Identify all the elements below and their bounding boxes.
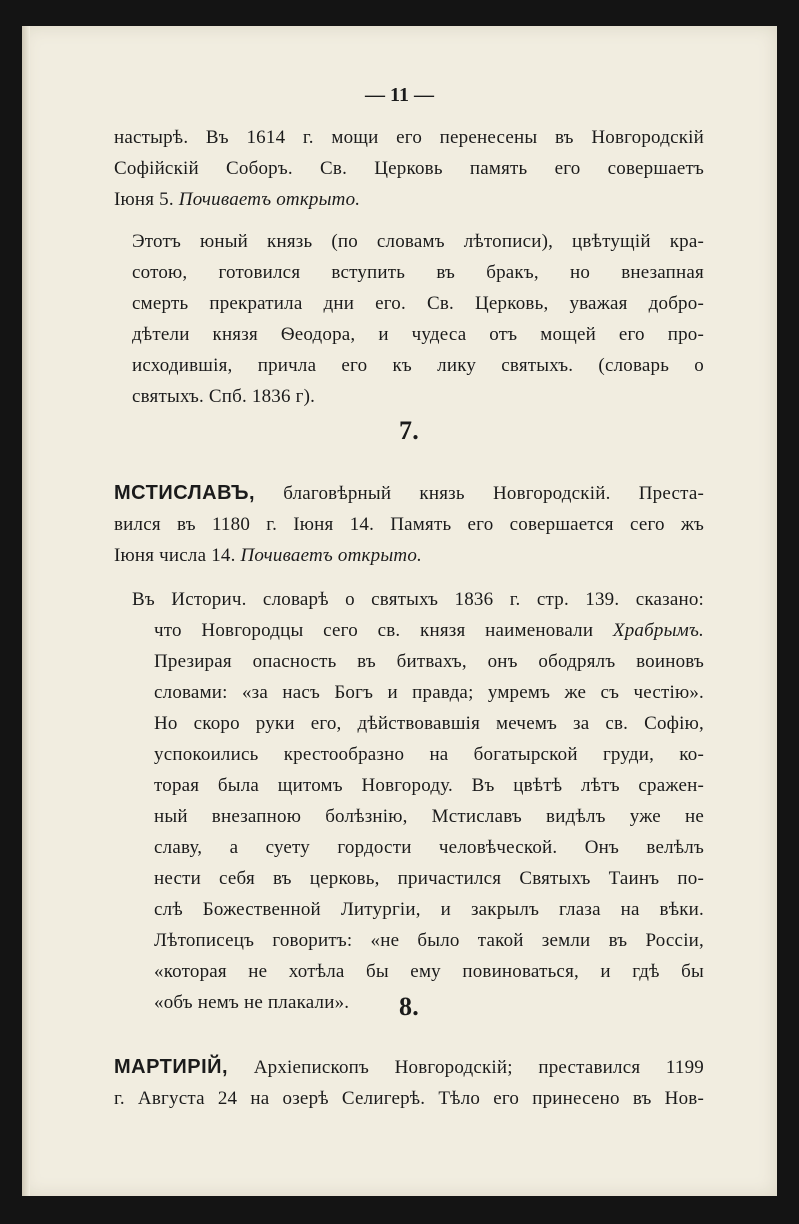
text-line: смерть прекратила дни его. Св. Церковь, уважая добро- <box>132 293 704 314</box>
text-span: что Новгородцы сего св. князя наименовали <box>154 620 613 641</box>
text-line: торая была щитомъ Новгороду. Въ цвѣтѣ лѣтъ сражен- <box>154 775 704 796</box>
text-line: нести себя въ церковь, причастился Святыхъ Таинъ по- <box>154 868 704 889</box>
text-line: святыхъ. Спб. 1836 г). <box>132 386 316 407</box>
paragraph-commentary-7 <box>132 584 704 1018</box>
text-line: дѣтели князя Ѳеодора, и чудеса отъ мощей его про- <box>132 324 704 345</box>
text-line: «объ немъ не плакали». <box>154 992 350 1013</box>
text-line <box>154 615 704 646</box>
text-line: успокоились крестообразно на богатырской груди, ко- <box>154 744 704 765</box>
text-line: Въ Историч. словарѣ о святыхъ 1836 г. стр. 139. сказано: <box>132 589 704 610</box>
text-line: Софійскій Соборъ. Св. Церковь память его совершаетъ <box>114 158 704 179</box>
italic-phrase: Храбрымъ. <box>612 620 704 641</box>
page-gutter <box>22 26 30 1196</box>
page-number: — 11 — <box>365 84 434 106</box>
text-line: сотою, готовился вступить въ бракъ, но внезапная <box>132 262 704 283</box>
entry-martiriy <box>114 1052 704 1114</box>
paragraph-continuation <box>114 122 704 215</box>
text-span: Іюня числа 14. <box>114 545 241 566</box>
text-line: ный внезапною болѣзнію, Мстиславъ видѣлъ уже не <box>154 806 704 827</box>
entry-mstislav <box>114 478 704 571</box>
text-line: словами: «за насъ Богъ и правда; умремъ же съ честію». <box>154 682 704 703</box>
text-span: Архіепископъ Новгородскій; преставился 1199 <box>228 1057 704 1078</box>
text-span: благовѣрный князь Новгородскій. Преста- <box>255 483 704 504</box>
entry-name: МСТИСЛАВЪ, <box>114 482 256 504</box>
text-line: Но скоро руки его, дѣйствовавшія мечемъ за св. Софію, <box>154 713 704 734</box>
text-line <box>114 478 704 509</box>
italic-phrase: Почиваетъ открыто. <box>240 545 422 566</box>
text-line <box>114 184 704 215</box>
text-span: Іюня 5. <box>114 189 179 210</box>
text-line: Лѣтописецъ говоритъ: «не было такой земли въ Россіи, <box>154 930 704 951</box>
indented-block <box>154 615 704 1018</box>
italic-phrase: Почиваетъ открыто. <box>178 189 361 210</box>
text-line: Презирая опасность въ битвахъ, онъ ободрялъ воиновъ <box>154 651 704 672</box>
text-line: исходившія, причла его къ лику святыхъ. (словарь о <box>132 355 704 376</box>
text-line: «которая не хотѣла бы ему повиноваться, и гдѣ бы <box>154 961 704 982</box>
book-page <box>22 26 777 1196</box>
text-line: слѣ Божественной Литургіи, и закрылъ глаза на вѣки. <box>154 899 704 920</box>
section-heading-8: 8. <box>399 992 419 1021</box>
text-line: г. Августа 24 на озерѣ Селигерѣ. Тѣло его принесено въ Нов- <box>114 1088 704 1109</box>
text-line: настырѣ. Въ 1614 г. мощи его перенесены въ Новгородскій <box>114 127 704 148</box>
text-line: вился въ 1180 г. Іюня 14. Память его совершается сего жъ <box>114 514 704 535</box>
text-line <box>114 1052 704 1083</box>
paragraph-commentary-6 <box>132 226 704 412</box>
entry-name: МАРТИРІЙ, <box>114 1056 229 1078</box>
text-line: Этотъ юный князь (по словамъ лѣтописи), цвѣтущій кра- <box>132 231 704 252</box>
section-heading-7: 7. <box>399 416 419 445</box>
text-line: славу, а суету гордости человѣческой. Онъ велѣлъ <box>154 837 704 858</box>
text-line <box>114 540 704 571</box>
